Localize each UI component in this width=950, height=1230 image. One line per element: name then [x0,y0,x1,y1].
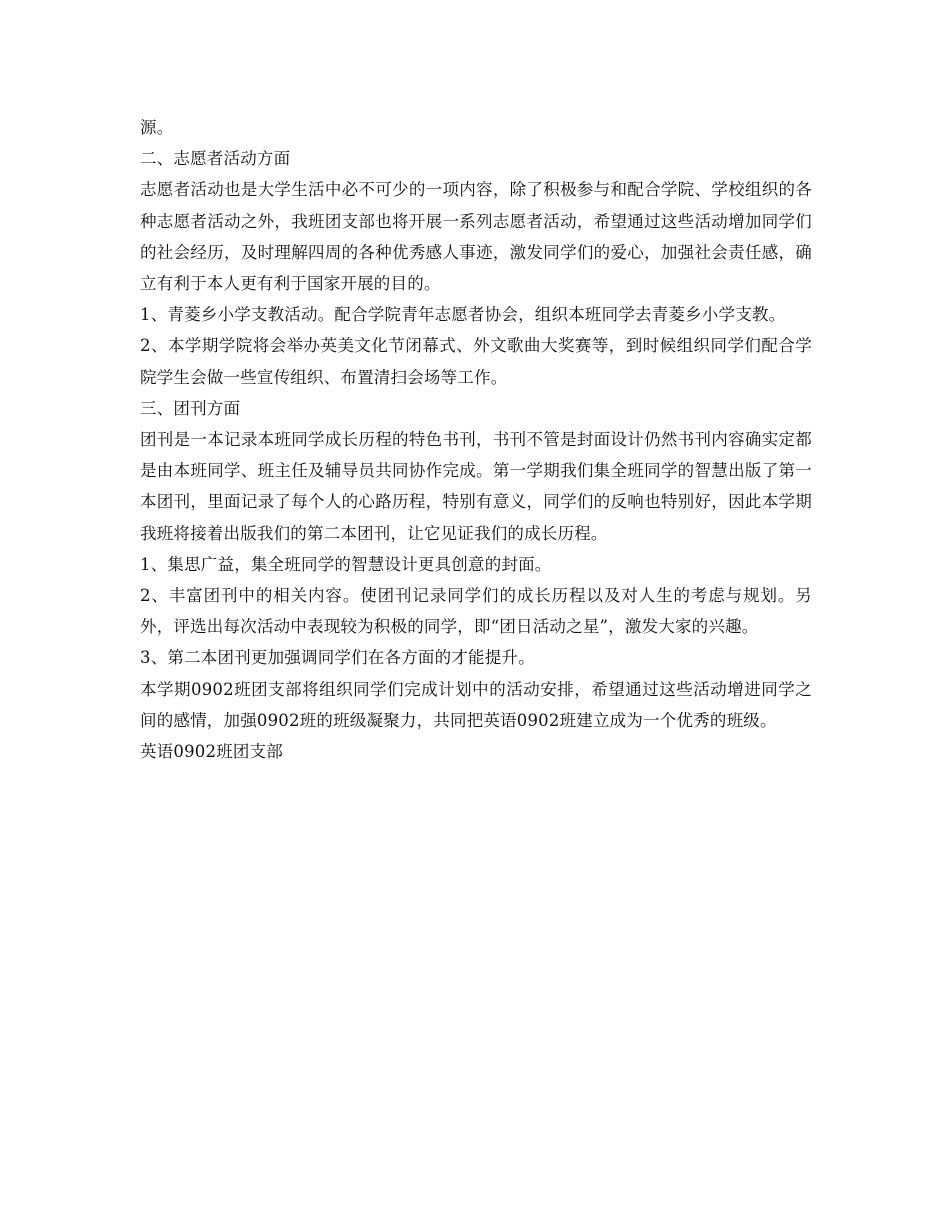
section-heading-journal: 三、团刊方面 [140,398,241,418]
paragraph-journal-intro: 团刊是一本记录本班同学成长历程的特色书刊，书刊不管是封面设计仍然书刊内容确实定都是由本班同学、班主任及辅导员共同协作完成。第一学期我们集全班同学的智慧出版了第一本团刊，里面记录了每个人的心路历程，特别有意义，同学们的反响也特别好，因此本学期我班将接着出版我们的第二本团刊，让它见证我们的成长历程。 [140,430,812,543]
list-item-journal-3: 3、第二本团刊更加强调同学们在各方面的才能提升。 [140,648,535,668]
list-item-journal-2: 2、丰富团刊中的相关内容。使团刊记录同学们的成长历程以及对人生的考虑与规划。另外，评选出每次活动中表现较为积极的同学，即“团日活动之星”，激发大家的兴趣。 [140,586,812,637]
list-item-volunteer-1: 1、青菱乡小学支教活动。配合学院青年志愿者协会，组织本班同学去青菱乡小学支教。 [140,305,786,325]
paragraph-conclusion: 本学期0902班团支部将组织同学们完成计划中的活动安排，希望通过这些活动增进同学之间的感情，加强0902班的班级凝聚力，共同把英语0902班建立成为一个优秀的班级。 [140,679,812,730]
document-body [140,112,812,767]
list-item-journal-1: 1、集思广益，集全班同学的智慧设计更具创意的封面。 [140,554,552,574]
paragraph-continuation: 源。 [140,118,174,137]
signature-line: 英语0902班团支部 [140,742,283,762]
paragraph-volunteer-intro: 志愿者活动也是大学生活中必不可少的一项内容，除了积极参与和配合学院、学校组织的各种志愿者活动之外，我班团支部也将开展一系列志愿者活动，希望通过这些活动增加同学们的社会经历，及时理解四周的各种优秀感人事迹，激发同学们的爱心，加强社会责任感，确立有利于本人更有利于国家开展的目的。 [140,180,812,294]
section-heading-volunteer: 二、志愿者活动方面 [140,149,291,169]
list-item-volunteer-2: 2、本学期学院将会举办英美文化节闭幕式、外文歌曲大奖赛等，到时候组织同学们配合学院学生会做一些宣传组织、布置清扫会场等工作。 [140,336,812,387]
